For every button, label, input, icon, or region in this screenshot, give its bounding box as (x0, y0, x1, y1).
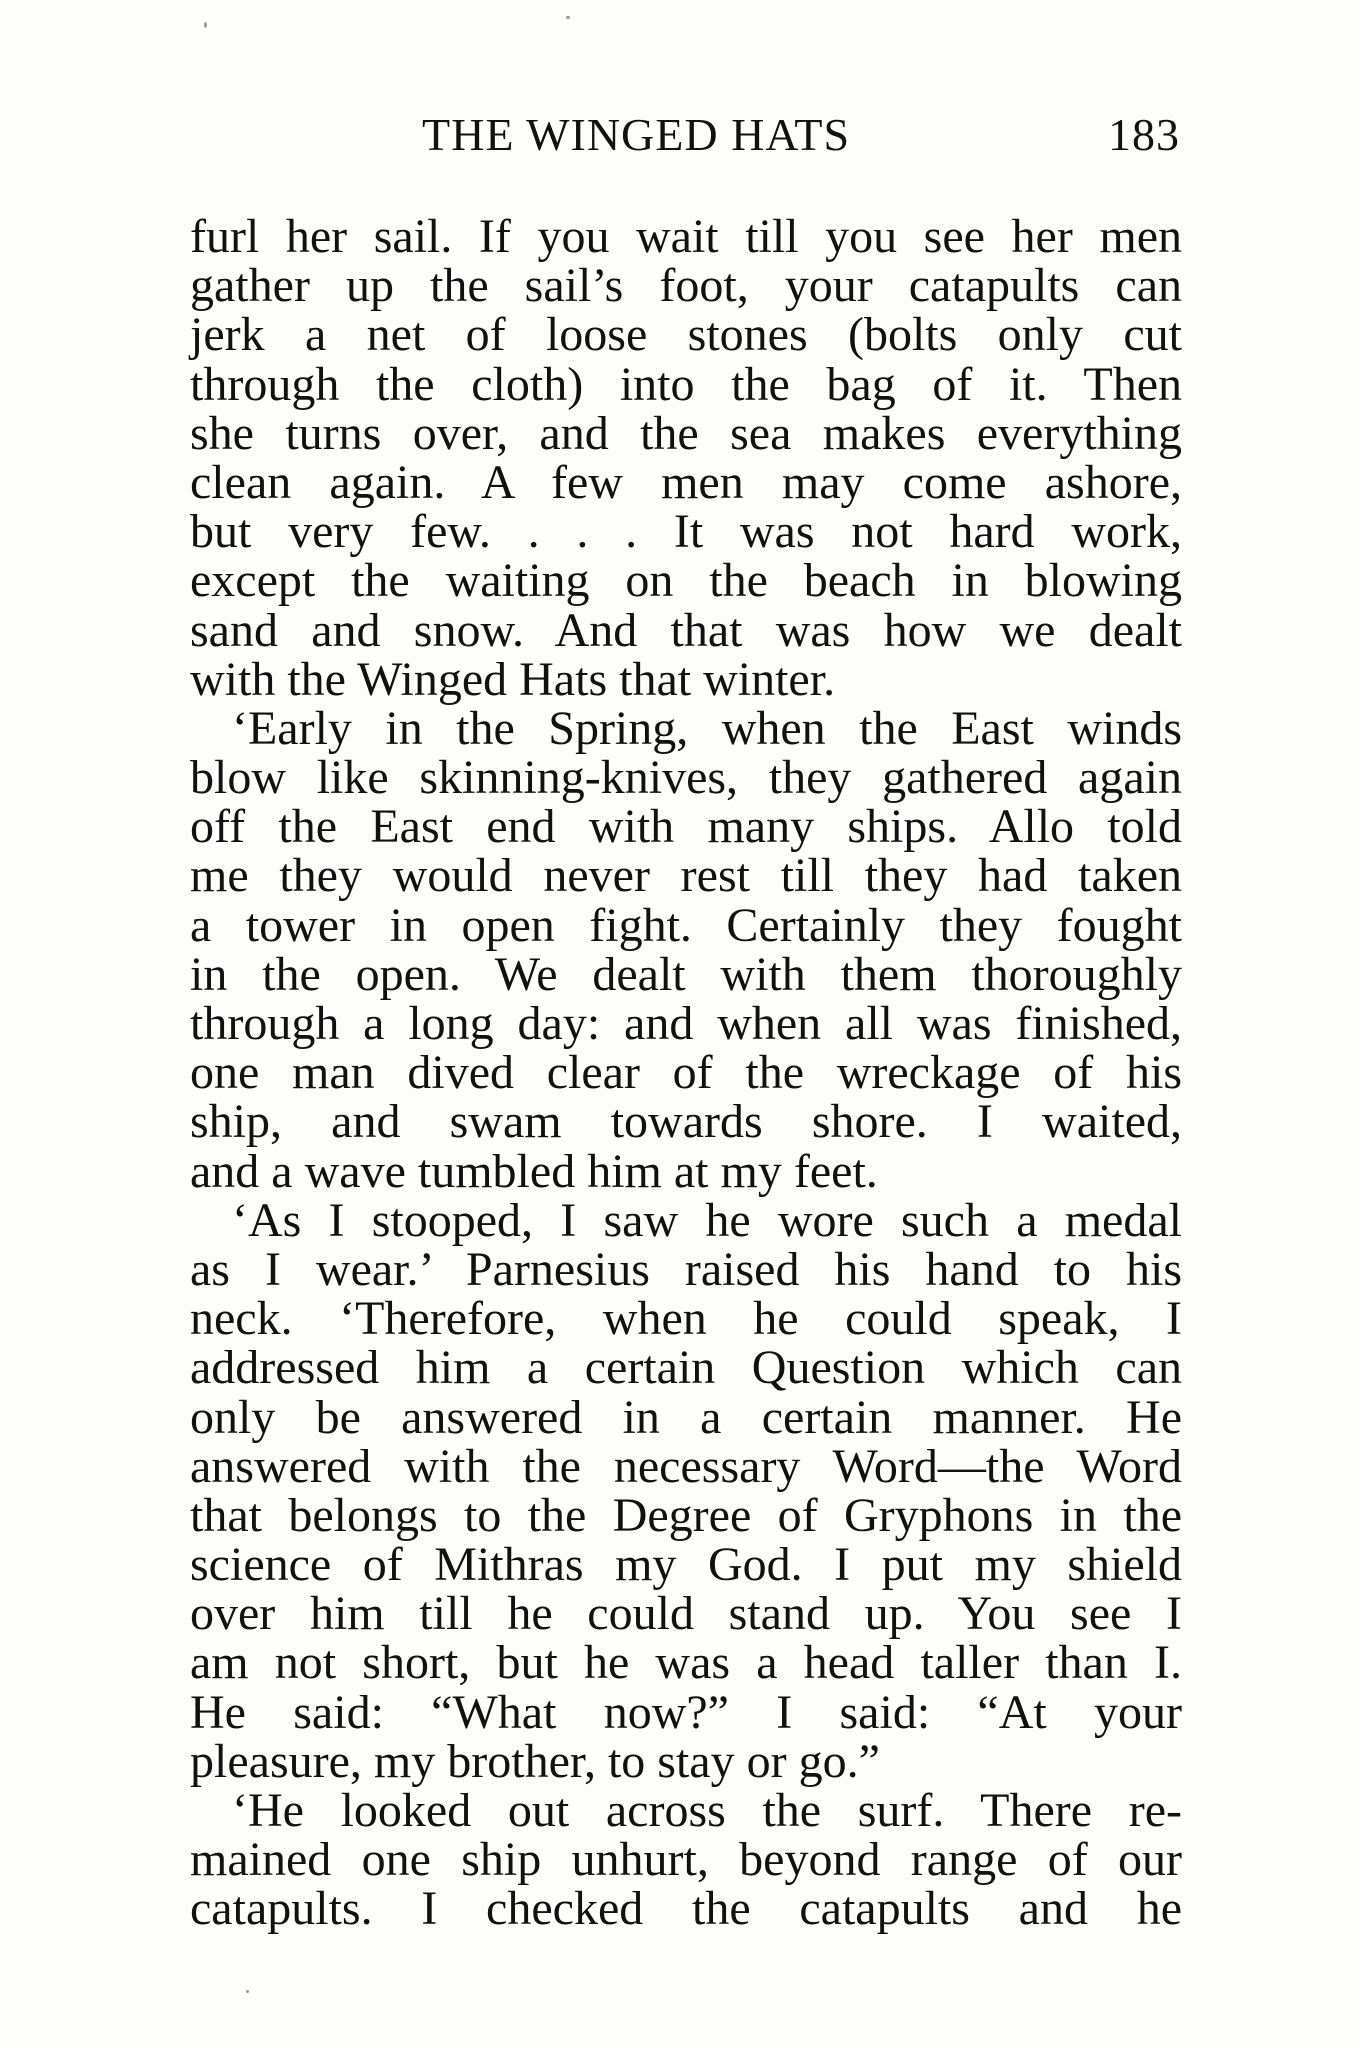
text-line: sand and snow. And that was how we dealt (190, 603, 1182, 657)
body-text (190, 212, 1182, 1934)
text-line: except the waiting on the beach in blowing (190, 554, 1182, 608)
text-line: answered with the necessary Word—the Word (190, 1439, 1182, 1493)
text-line: off the East end with many ships. Allo told (190, 800, 1182, 854)
text-line: a tower in open fight. Certainly they fought (190, 898, 1182, 952)
text-line: furl her sail. If you wait till you see her men (190, 210, 1182, 263)
text-line: through the cloth) into the bag of it. Then (190, 357, 1182, 411)
text-line: clean again. A few men may come ashore, (190, 455, 1182, 509)
text-line: science of Mithras my God. I put my shield (190, 1538, 1182, 1592)
text-line: ‘As I stooped, I saw he wore such a medal (232, 1193, 1182, 1247)
text-line: addressed him a certain Question which can (190, 1341, 1182, 1395)
text-line: and a wave tumbled him at my feet. (190, 1144, 878, 1198)
text-line: me they would never rest till they had taken (190, 849, 1182, 903)
text-line: catapults. I checked the catapults and he (190, 1882, 1182, 1936)
text-line: ‘He looked out across the surf. There re- (232, 1784, 1182, 1837)
text-line: gather up the sail’s foot, your catapults can (190, 259, 1182, 313)
text-line: as I wear.’ Parnesius raised his hand to his (190, 1242, 1182, 1296)
text-line: blow like skinning-knives, they gathered again (190, 751, 1182, 805)
text-line: jerk a net of loose stones (bolts only cut (190, 308, 1182, 362)
text-line: mained one ship unhurt, beyond range of our (190, 1833, 1182, 1887)
text-line: ship, and swam towards shore. I waited, (190, 1095, 1182, 1149)
text-line: over him till he could stand up. You see I (190, 1587, 1182, 1641)
text-line: that belongs to the Degree of Gryphons in the (190, 1488, 1182, 1542)
paper-speck (246, 1990, 249, 1993)
text-line: with the Winged Hats that winter. (190, 652, 836, 706)
text-line: she turns over, and the sea makes everything (190, 406, 1182, 460)
text-line: ‘Early in the Spring, when the East winds (232, 701, 1182, 755)
text-line: neck. ‘Therefore, when he could speak, I (190, 1292, 1182, 1346)
text-line: one man dived clear of the wreckage of his (190, 1046, 1182, 1100)
text-line: only be answered in a certain manner. He (190, 1390, 1182, 1444)
text-line: through a long day: and when all was finished, (190, 997, 1182, 1050)
running-title: THE WINGED HATS (422, 109, 851, 160)
text-line: but very few. . . . It was not hard work, (190, 505, 1182, 559)
paper-speck (566, 16, 570, 19)
text-line: He said: “What now?” I said: “At your (190, 1685, 1182, 1739)
page-number: 183 (1108, 109, 1180, 160)
text-line: in the open. We dealt with them thoroughly (190, 947, 1182, 1001)
text-line: pleasure, my brother, to stay or go.” (190, 1734, 880, 1788)
paper-speck (204, 22, 207, 28)
text-line: am not short, but he was a head taller than I. (190, 1636, 1182, 1690)
running-head (190, 108, 1180, 168)
